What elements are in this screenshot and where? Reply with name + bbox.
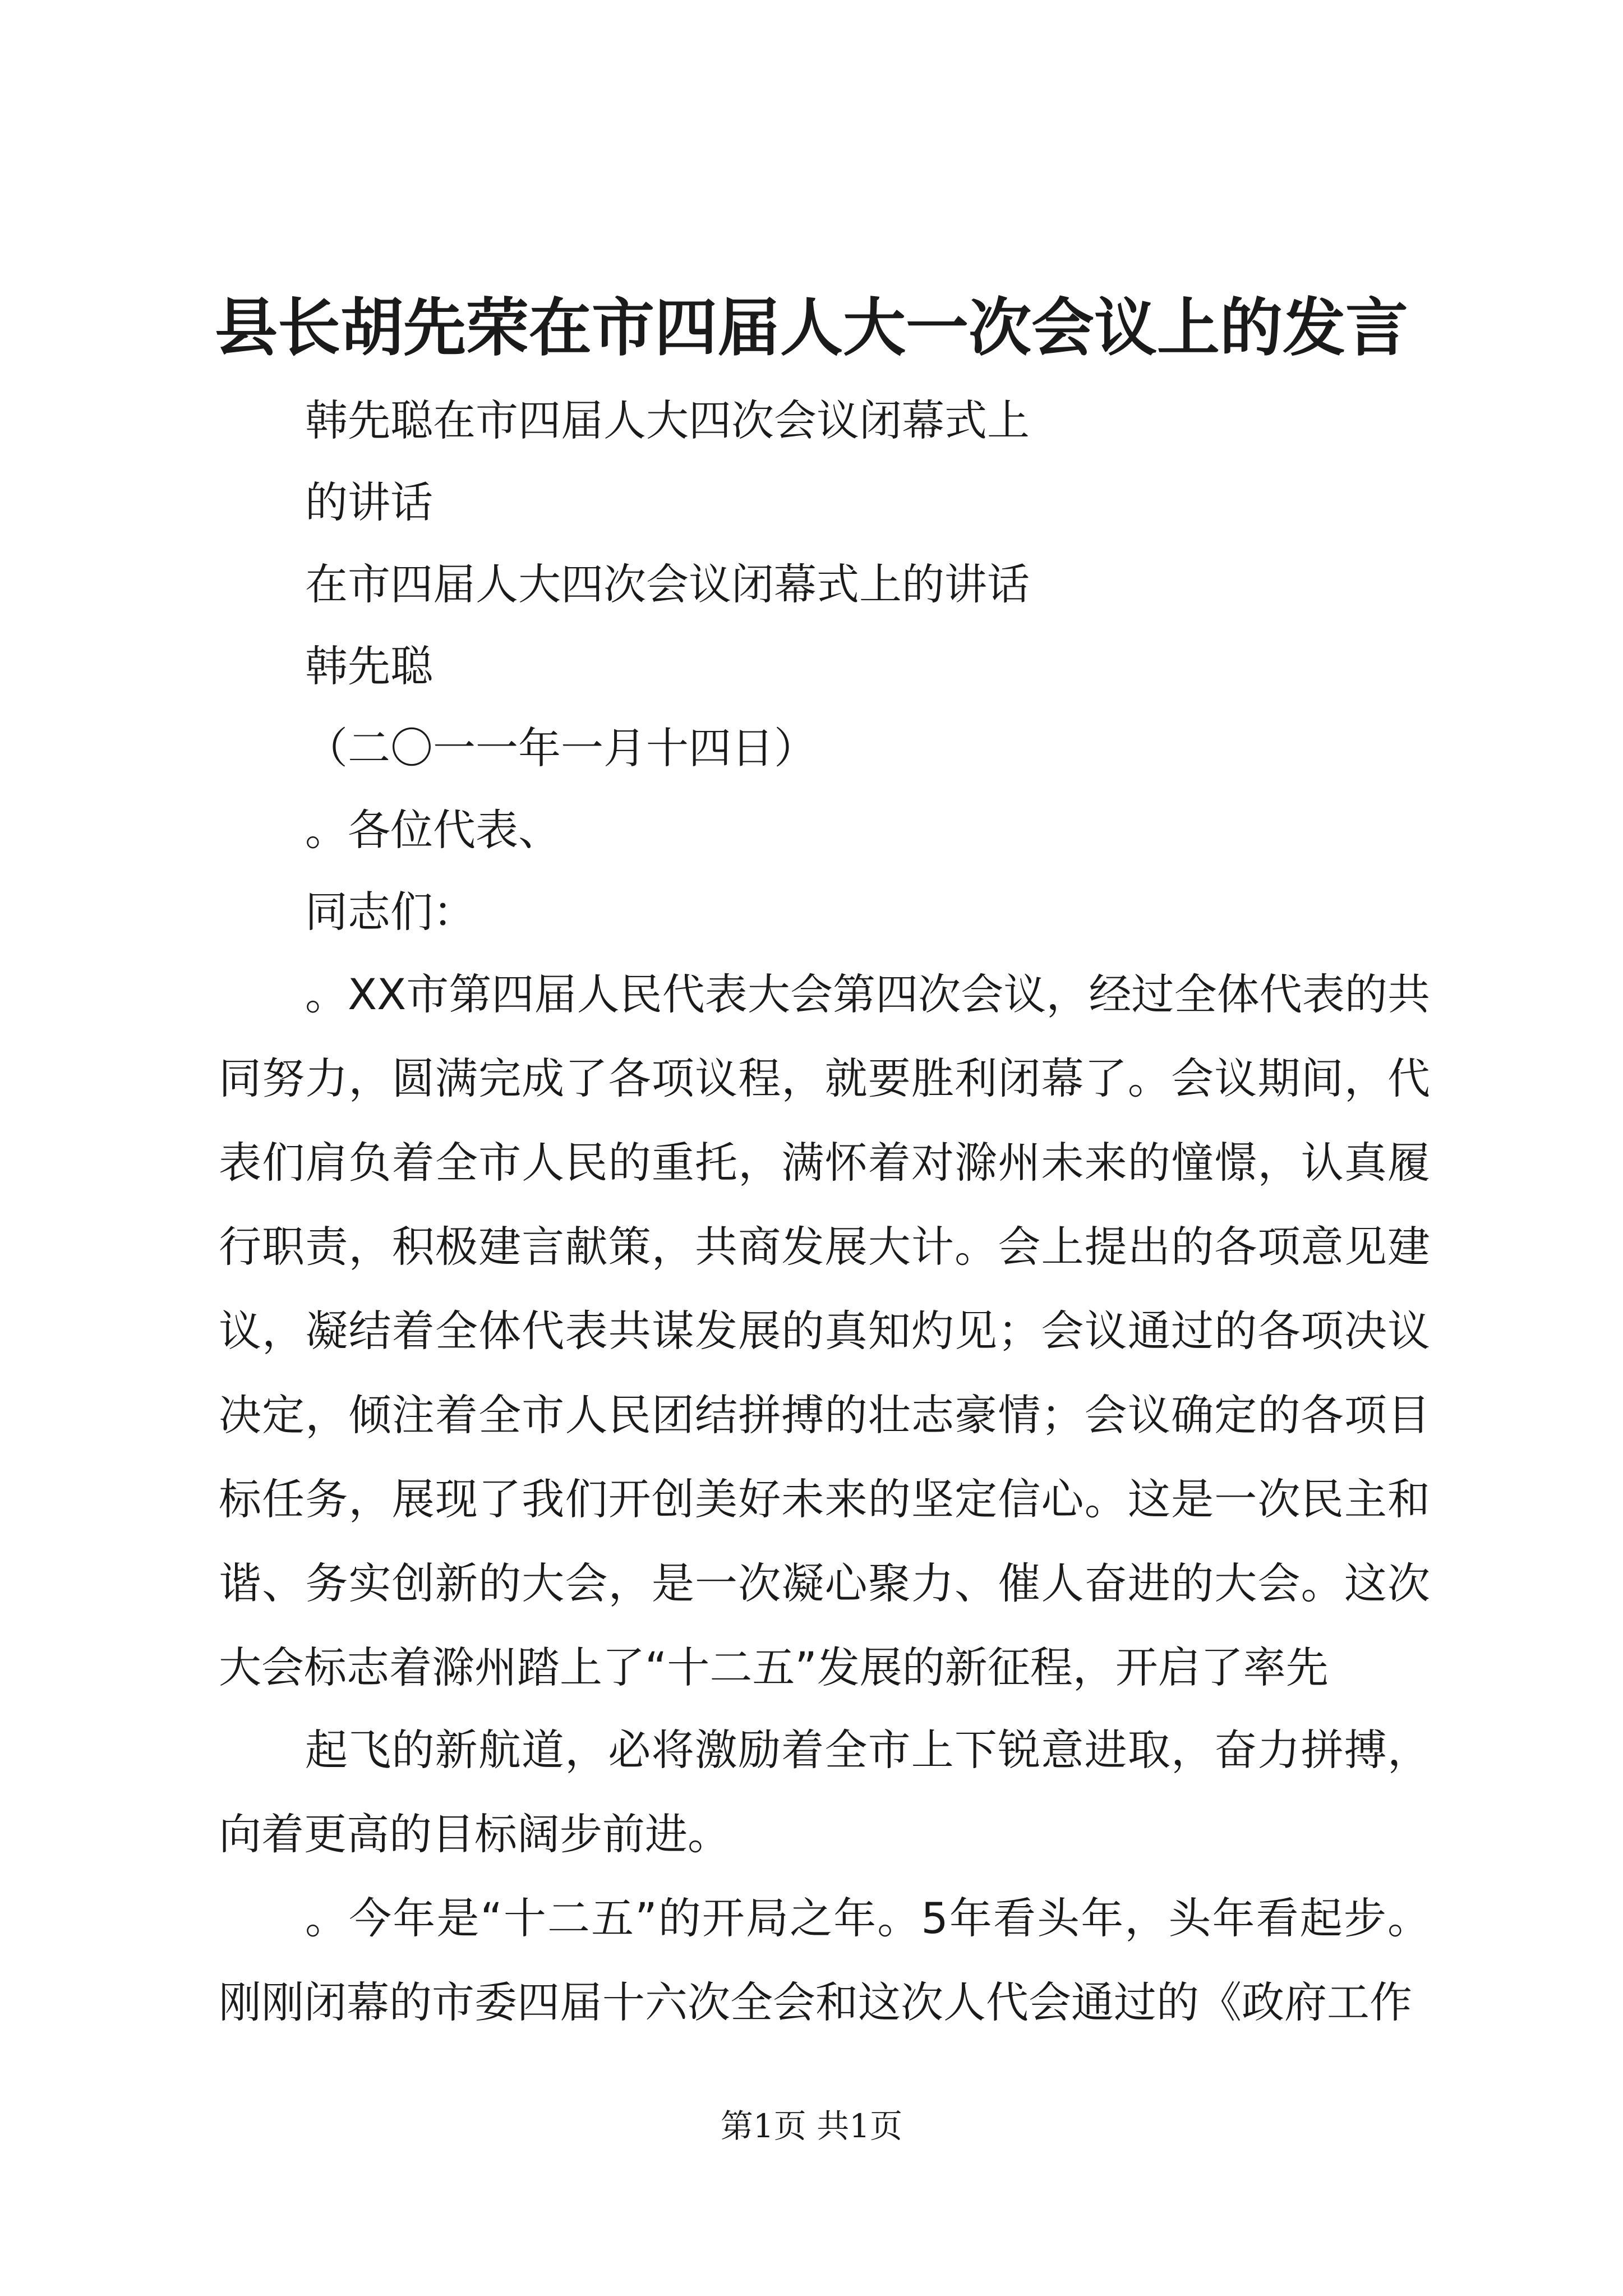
document-title: 县长胡先荣在市四届人大一次会议上的发言 (215, 291, 1408, 365)
speech-title-line: 在市四届人大四次会议闭幕式上的讲话 (305, 559, 1030, 609)
subtitle-line-1: 韩先聪在市四届人大四次会议闭幕式上 (305, 395, 1030, 445)
salutation-line-2: 同志们： (305, 887, 476, 937)
body-paragraph-3: 。今年是“十二五”的开局之年。5年看头年，头年看起步。刚刚闭幕的市委四届十六次全会和这次人代会通过的《政府工作 (219, 1893, 1430, 2027)
speech-date: （二〇一一年一月十四日） (305, 723, 817, 773)
page-footer: 第1页 共1页 (720, 2107, 903, 2145)
salutation-line-1: 。各位代表、 (305, 805, 561, 855)
speaker-name: 韩先聪 (305, 641, 433, 691)
body-paragraph-1: 。XX市第四届人民代表大会第四次会议，经过全体代表的共同努力，圆满完成了各项议程，就要胜利闭幕了。会议期间，代表们肩负着全市人民的重托，满怀着对滁州未来的憧憬，认真履行职责，积极建言献策，共商发展大计。会上提出的各项意见建议，凝结着全体代表共谋发展的真知灼见；会议通过的各项决议决定，倾注着全市人民团结拼搏的壮志豪情；会议确定的各项目标任务，展现了我们开创美好未来的坚定信心。这是一次民主和谐、务实创新的大会，是一次凝心聚力、催人奋进的大会。这次大会标志着滁州踏上了“十二五”发展的新征程，开启了率先 (219, 969, 1430, 1692)
subtitle-line-2: 的讲话 (305, 477, 433, 527)
body-paragraph-2: 起飞的新航道，必将激励着全市上下锐意进取，奋力拼搏，向着更高的目标阔步前进。 (219, 1725, 1430, 1859)
